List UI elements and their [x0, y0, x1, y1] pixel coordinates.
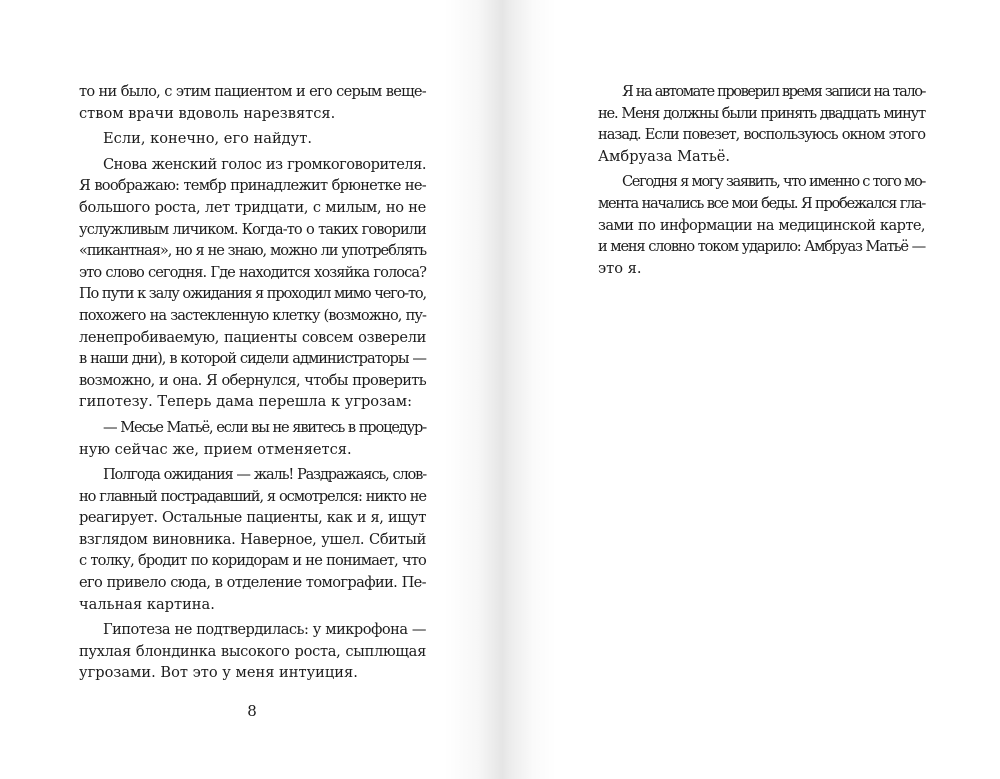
text-line: услужливым личиком. Когда-то о таких говорили: [79, 220, 426, 238]
left-page-text: [79, 81, 426, 684]
text-line: Сегодня я могу заявить, что именно с того мо-: [622, 173, 925, 191]
text-line: это слово сегодня. Где находится хозяйка голоса?: [79, 263, 426, 281]
text-line: похожего на застекленную клетку (возможно, пу-: [79, 306, 426, 324]
text-line: то ни было, с этим пациентом и его серым веще-: [79, 83, 426, 100]
text-line: реагирует. Остальные пациенты, как и я, ищут: [79, 509, 426, 527]
page-number: 8: [247, 702, 257, 720]
text-line: угрозами. Вот это у меня интуиция.: [79, 664, 358, 682]
text-line: и меня словно током ударило: Амбруаз Матьё —: [598, 238, 925, 256]
text-line: с толку, бродит по коридорам и не понимает, что: [79, 552, 426, 570]
text-line: возможно, и она. Я обернулся, чтобы проверить: [79, 371, 426, 389]
text-line: ленепробиваемую, пациенты совсем озверели: [79, 328, 426, 346]
text-line: большого роста, лет тридцати, с милым, но не: [79, 198, 426, 216]
text-line: Если, конечно, его найдут.: [103, 130, 312, 148]
text-line: Снова женский голос из громкоговорителя.: [103, 155, 426, 173]
book-gutter-shadow: [444, 0, 556, 779]
text-line: мента начались все мои беды. Я пробежался гла-: [598, 194, 925, 212]
text-line: Я воображаю: тембр принадлежит брюнетке не-: [79, 177, 426, 195]
text-line: зами по информации на медицинской карте,: [598, 216, 925, 234]
text-line: «пикантная», но я не знаю, можно ли употреблять: [79, 242, 426, 260]
text-line: Амбруаза Матьё.: [598, 147, 731, 165]
text-line: По пути к залу ожидания я проходил мимо чего-то,: [79, 285, 426, 303]
text-line: чальная картина.: [79, 595, 215, 613]
text-line: Гипотеза не подтвердилась: у микрофона —: [103, 621, 426, 639]
text-line: взглядом виновника. Наверное, ушел. Сбитый: [79, 530, 426, 548]
text-line: Полгода ожидания — жаль! Раздражаясь, слов-: [103, 466, 426, 484]
text-line: пухлая блондинка высокого роста, сыплющая: [79, 642, 426, 660]
text-line: ством врачи вдоволь нарезвятся.: [79, 104, 336, 122]
text-line: гипотезу. Теперь дама перешла к угрозам:: [79, 393, 413, 411]
right-page-text: [598, 81, 925, 279]
text-line: это я.: [598, 259, 642, 277]
text-line: его привело сюда, в отделение томографии. Пе-: [79, 574, 426, 592]
text-line: — Месье Матьё, если вы не явитесь в процедур-: [103, 418, 426, 436]
text-line: в наши дни), в которой сидели администраторы —: [79, 350, 426, 368]
text-line: не. Меня должны были принять двадцать минут: [598, 104, 925, 122]
text-line: ную сейчас же, прием отменяется.: [79, 440, 352, 458]
text-line: назад. Если повезет, воспользуюсь окном этого: [598, 126, 925, 144]
text-line: но главный пострадавший, я осмотрелся: никто не: [79, 487, 426, 505]
text-line: Я на автомате проверил время записи на тало-: [622, 83, 925, 100]
